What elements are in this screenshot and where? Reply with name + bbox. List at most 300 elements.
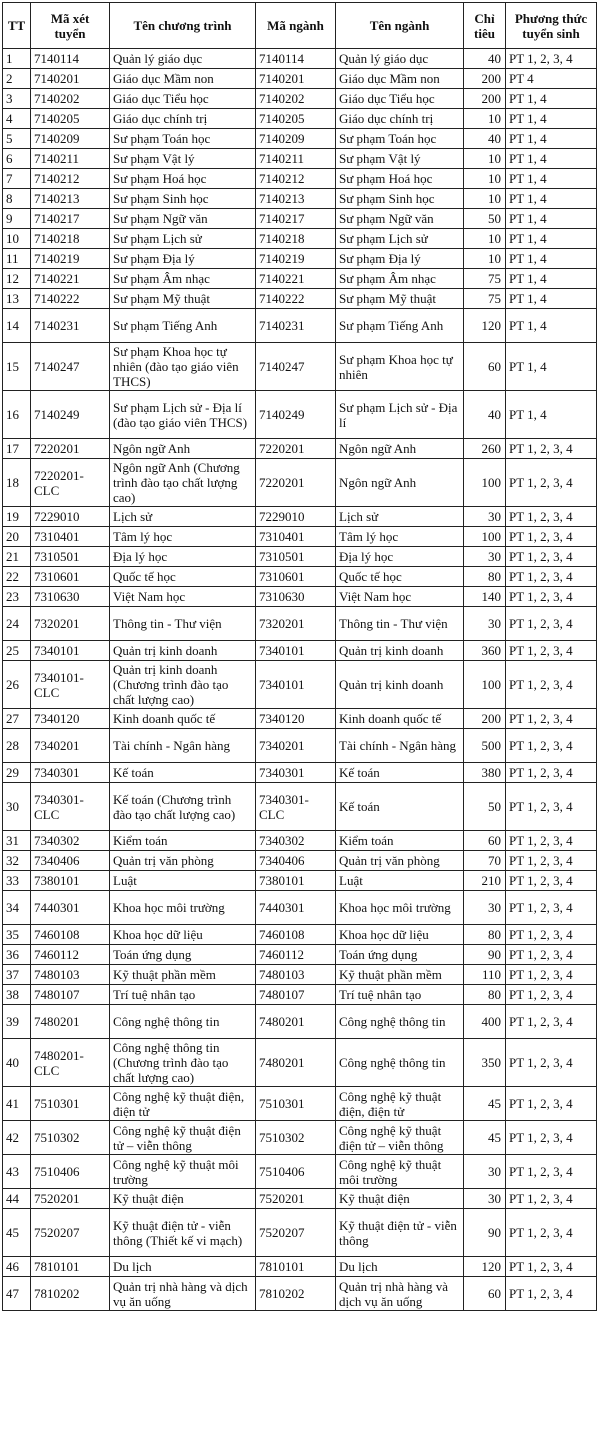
cell-ma-xet-tuyen: 7340101-CLC bbox=[31, 661, 110, 709]
cell-ten-chuong-trinh: Sư phạm Sinh học bbox=[110, 189, 256, 209]
cell-phuong-thuc: PT 1, 2, 3, 4 bbox=[506, 1039, 597, 1087]
cell-phuong-thuc: PT 1, 2, 3, 4 bbox=[506, 945, 597, 965]
cell-ten-chuong-trinh: Địa lý học bbox=[110, 547, 256, 567]
cell-ma-xet-tuyen: 7480201-CLC bbox=[31, 1039, 110, 1087]
cell-ten-chuong-trinh: Sư phạm Khoa học tự nhiên (đào tạo giáo viên THCS) bbox=[110, 343, 256, 391]
cell-ma-xet-tuyen: 7810202 bbox=[31, 1277, 110, 1311]
table-row bbox=[3, 69, 597, 89]
cell-tt: 15 bbox=[3, 343, 31, 391]
cell-tt: 7 bbox=[3, 169, 31, 189]
table-row bbox=[3, 149, 597, 169]
cell-ma-xet-tuyen: 7310630 bbox=[31, 587, 110, 607]
cell-chi-tieu: 500 bbox=[464, 729, 506, 763]
cell-ma-nganh: 7510302 bbox=[256, 1121, 336, 1155]
cell-phuong-thuc: PT 1, 2, 3, 4 bbox=[506, 709, 597, 729]
cell-tt: 35 bbox=[3, 925, 31, 945]
cell-ten-nganh: Địa lý học bbox=[336, 547, 464, 567]
cell-ten-chuong-trinh: Du lịch bbox=[110, 1257, 256, 1277]
table-row bbox=[3, 871, 597, 891]
cell-chi-tieu: 75 bbox=[464, 289, 506, 309]
table-row bbox=[3, 169, 597, 189]
cell-chi-tieu: 10 bbox=[464, 149, 506, 169]
cell-ma-nganh: 7229010 bbox=[256, 507, 336, 527]
cell-ma-xet-tuyen: 7220201 bbox=[31, 439, 110, 459]
cell-ma-nganh: 7340301-CLC bbox=[256, 783, 336, 831]
cell-phuong-thuc: PT 1, 2, 3, 4 bbox=[506, 891, 597, 925]
table-row bbox=[3, 1121, 597, 1155]
table-row bbox=[3, 391, 597, 439]
cell-tt: 43 bbox=[3, 1155, 31, 1189]
cell-tt: 27 bbox=[3, 709, 31, 729]
cell-ten-nganh: Quản trị nhà hàng và dịch vụ ăn uống bbox=[336, 1277, 464, 1311]
cell-chi-tieu: 80 bbox=[464, 985, 506, 1005]
cell-ma-nganh: 7320201 bbox=[256, 607, 336, 641]
table-row bbox=[3, 587, 597, 607]
cell-ma-nganh: 7140219 bbox=[256, 249, 336, 269]
cell-ma-xet-tuyen: 7810101 bbox=[31, 1257, 110, 1277]
table-row bbox=[3, 661, 597, 709]
cell-chi-tieu: 30 bbox=[464, 507, 506, 527]
cell-ma-xet-tuyen: 7310601 bbox=[31, 567, 110, 587]
cell-ma-xet-tuyen: 7510302 bbox=[31, 1121, 110, 1155]
cell-ma-xet-tuyen: 7229010 bbox=[31, 507, 110, 527]
cell-ma-xet-tuyen: 7510301 bbox=[31, 1087, 110, 1121]
cell-ma-nganh: 7810101 bbox=[256, 1257, 336, 1277]
cell-tt: 17 bbox=[3, 439, 31, 459]
cell-ten-nganh: Công nghệ kỹ thuật điện, điện tử bbox=[336, 1087, 464, 1121]
cell-tt: 8 bbox=[3, 189, 31, 209]
cell-chi-tieu: 120 bbox=[464, 1257, 506, 1277]
cell-ten-chuong-trinh: Kinh doanh quốc tế bbox=[110, 709, 256, 729]
cell-ten-chuong-trinh: Sư phạm Lịch sử - Địa lí (đào tạo giáo viên THCS) bbox=[110, 391, 256, 439]
cell-chi-tieu: 350 bbox=[464, 1039, 506, 1087]
cell-tt: 30 bbox=[3, 783, 31, 831]
table-row bbox=[3, 1039, 597, 1087]
table-row bbox=[3, 547, 597, 567]
cell-ten-nganh: Lịch sử bbox=[336, 507, 464, 527]
cell-ten-chuong-trinh: Thông tin - Thư viện bbox=[110, 607, 256, 641]
header-chi-tieu: Chỉ tiêu bbox=[464, 3, 506, 49]
cell-phuong-thuc: PT 1, 4 bbox=[506, 89, 597, 109]
cell-ten-chuong-trinh: Ngôn ngữ Anh bbox=[110, 439, 256, 459]
table-row bbox=[3, 507, 597, 527]
cell-tt: 37 bbox=[3, 965, 31, 985]
cell-chi-tieu: 10 bbox=[464, 229, 506, 249]
cell-phuong-thuc: PT 1, 2, 3, 4 bbox=[506, 587, 597, 607]
cell-tt: 40 bbox=[3, 1039, 31, 1087]
cell-chi-tieu: 30 bbox=[464, 547, 506, 567]
cell-ma-nganh: 7140247 bbox=[256, 343, 336, 391]
cell-chi-tieu: 30 bbox=[464, 891, 506, 925]
cell-tt: 47 bbox=[3, 1277, 31, 1311]
cell-ten-nganh: Công nghệ thông tin bbox=[336, 1005, 464, 1039]
cell-ma-xet-tuyen: 7140205 bbox=[31, 109, 110, 129]
cell-ten-nganh: Công nghệ kỹ thuật điện tử – viễn thông bbox=[336, 1121, 464, 1155]
cell-ma-nganh: 7340101 bbox=[256, 661, 336, 709]
cell-phuong-thuc: PT 1, 4 bbox=[506, 289, 597, 309]
admission-table bbox=[2, 2, 597, 1311]
table-row bbox=[3, 783, 597, 831]
cell-ten-chuong-trinh: Sư phạm Vật lý bbox=[110, 149, 256, 169]
cell-ten-chuong-trinh: Công nghệ thông tin bbox=[110, 1005, 256, 1039]
cell-chi-tieu: 10 bbox=[464, 109, 506, 129]
cell-ten-nganh: Kế toán bbox=[336, 763, 464, 783]
cell-ma-nganh: 7140249 bbox=[256, 391, 336, 439]
cell-phuong-thuc: PT 1, 2, 3, 4 bbox=[506, 831, 597, 851]
cell-ma-nganh: 7310401 bbox=[256, 527, 336, 547]
cell-ma-nganh: 7520201 bbox=[256, 1189, 336, 1209]
cell-ma-xet-tuyen: 7320201 bbox=[31, 607, 110, 641]
cell-ten-chuong-trinh: Ngôn ngữ Anh (Chương trình đào tạo chất lượng cao) bbox=[110, 459, 256, 507]
cell-tt: 39 bbox=[3, 1005, 31, 1039]
cell-ten-nganh: Việt Nam học bbox=[336, 587, 464, 607]
table-row bbox=[3, 1209, 597, 1257]
cell-ten-nganh: Giáo dục chính trị bbox=[336, 109, 464, 129]
cell-ma-nganh: 7510301 bbox=[256, 1087, 336, 1121]
cell-chi-tieu: 110 bbox=[464, 965, 506, 985]
cell-phuong-thuc: PT 1, 4 bbox=[506, 149, 597, 169]
cell-ten-chuong-trinh: Công nghệ thông tin (Chương trình đào tạo chất lượng cao) bbox=[110, 1039, 256, 1087]
cell-ma-nganh: 7510406 bbox=[256, 1155, 336, 1189]
cell-ma-nganh: 7440301 bbox=[256, 891, 336, 925]
cell-tt: 22 bbox=[3, 567, 31, 587]
cell-chi-tieu: 80 bbox=[464, 925, 506, 945]
cell-ten-chuong-trinh: Sư phạm Âm nhạc bbox=[110, 269, 256, 289]
cell-phuong-thuc: PT 1, 2, 3, 4 bbox=[506, 1257, 597, 1277]
table-body bbox=[3, 49, 597, 1311]
cell-chi-tieu: 50 bbox=[464, 783, 506, 831]
cell-ten-nganh: Quản lý giáo dục bbox=[336, 49, 464, 69]
cell-phuong-thuc: PT 1, 4 bbox=[506, 229, 597, 249]
cell-tt: 20 bbox=[3, 527, 31, 547]
cell-tt: 31 bbox=[3, 831, 31, 851]
cell-ma-nganh: 7220201 bbox=[256, 439, 336, 459]
cell-ten-chuong-trinh: Công nghệ kỹ thuật môi trường bbox=[110, 1155, 256, 1189]
cell-ma-nganh: 7810202 bbox=[256, 1277, 336, 1311]
header-ten-chuong-trinh: Tên chương trình bbox=[110, 3, 256, 49]
cell-ten-nganh: Sư phạm Lịch sử bbox=[336, 229, 464, 249]
cell-ma-xet-tuyen: 7140213 bbox=[31, 189, 110, 209]
cell-phuong-thuc: PT 1, 2, 3, 4 bbox=[506, 783, 597, 831]
cell-ma-xet-tuyen: 7140218 bbox=[31, 229, 110, 249]
cell-chi-tieu: 400 bbox=[464, 1005, 506, 1039]
cell-ten-nganh: Quản trị văn phòng bbox=[336, 851, 464, 871]
cell-ten-chuong-trinh: Toán ứng dụng bbox=[110, 945, 256, 965]
cell-phuong-thuc: PT 1, 2, 3, 4 bbox=[506, 1277, 597, 1311]
cell-tt: 10 bbox=[3, 229, 31, 249]
cell-ten-nganh: Kỹ thuật điện bbox=[336, 1189, 464, 1209]
cell-phuong-thuc: PT 1, 2, 3, 4 bbox=[506, 641, 597, 661]
table-row bbox=[3, 249, 597, 269]
cell-tt: 3 bbox=[3, 89, 31, 109]
cell-ma-xet-tuyen: 7480107 bbox=[31, 985, 110, 1005]
cell-phuong-thuc: PT 1, 2, 3, 4 bbox=[506, 49, 597, 69]
cell-ten-nganh: Tài chính - Ngân hàng bbox=[336, 729, 464, 763]
cell-tt: 6 bbox=[3, 149, 31, 169]
cell-ma-xet-tuyen: 7140219 bbox=[31, 249, 110, 269]
table-row bbox=[3, 641, 597, 661]
cell-ten-chuong-trinh: Luật bbox=[110, 871, 256, 891]
cell-ten-nganh: Khoa học môi trường bbox=[336, 891, 464, 925]
cell-phuong-thuc: PT 1, 4 bbox=[506, 309, 597, 343]
cell-ma-xet-tuyen: 7520207 bbox=[31, 1209, 110, 1257]
cell-ten-nganh: Tâm lý học bbox=[336, 527, 464, 547]
table-row bbox=[3, 129, 597, 149]
cell-ma-nganh: 7140114 bbox=[256, 49, 336, 69]
table-row bbox=[3, 289, 597, 309]
cell-phuong-thuc: PT 1, 2, 3, 4 bbox=[506, 567, 597, 587]
table-row bbox=[3, 965, 597, 985]
cell-tt: 13 bbox=[3, 289, 31, 309]
table-row bbox=[3, 945, 597, 965]
cell-phuong-thuc: PT 1, 4 bbox=[506, 189, 597, 209]
cell-chi-tieu: 45 bbox=[464, 1121, 506, 1155]
cell-ten-chuong-trinh: Kiểm toán bbox=[110, 831, 256, 851]
cell-ma-xet-tuyen: 7480103 bbox=[31, 965, 110, 985]
cell-ten-nganh: Quốc tế học bbox=[336, 567, 464, 587]
cell-tt: 9 bbox=[3, 209, 31, 229]
cell-ten-chuong-trinh: Sư phạm Tiếng Anh bbox=[110, 309, 256, 343]
cell-tt: 41 bbox=[3, 1087, 31, 1121]
table-row bbox=[3, 459, 597, 507]
header-row bbox=[3, 3, 597, 49]
cell-ten-nganh: Kiểm toán bbox=[336, 831, 464, 851]
cell-ten-chuong-trinh: Quản lý giáo dục bbox=[110, 49, 256, 69]
cell-ma-nganh: 7140205 bbox=[256, 109, 336, 129]
cell-tt: 5 bbox=[3, 129, 31, 149]
cell-ma-nganh: 7140201 bbox=[256, 69, 336, 89]
cell-chi-tieu: 40 bbox=[464, 391, 506, 439]
cell-tt: 23 bbox=[3, 587, 31, 607]
cell-ten-chuong-trinh: Quản trị kinh doanh bbox=[110, 641, 256, 661]
cell-ma-xet-tuyen: 7340101 bbox=[31, 641, 110, 661]
cell-ma-nganh: 7140202 bbox=[256, 89, 336, 109]
cell-tt: 19 bbox=[3, 507, 31, 527]
cell-ten-nganh: Kỹ thuật phần mềm bbox=[336, 965, 464, 985]
cell-phuong-thuc: PT 1, 2, 3, 4 bbox=[506, 1121, 597, 1155]
cell-ma-nganh: 7480201 bbox=[256, 1039, 336, 1087]
cell-ten-chuong-trinh: Kỹ thuật điện tử - viễn thông (Thiết kế vi mạch) bbox=[110, 1209, 256, 1257]
table-row bbox=[3, 891, 597, 925]
cell-ma-nganh: 7340120 bbox=[256, 709, 336, 729]
cell-tt: 11 bbox=[3, 249, 31, 269]
cell-ma-nganh: 7340406 bbox=[256, 851, 336, 871]
cell-ten-chuong-trinh: Quản trị nhà hàng và dịch vụ ăn uống bbox=[110, 1277, 256, 1311]
cell-phuong-thuc: PT 1, 2, 3, 4 bbox=[506, 985, 597, 1005]
cell-ten-nganh: Quản trị kinh doanh bbox=[336, 641, 464, 661]
cell-ten-chuong-trinh: Quản trị kinh doanh (Chương trình đào tạo chất lượng cao) bbox=[110, 661, 256, 709]
cell-ten-chuong-trinh: Kế toán (Chương trình đào tạo chất lượng cao) bbox=[110, 783, 256, 831]
table-row bbox=[3, 851, 597, 871]
cell-chi-tieu: 260 bbox=[464, 439, 506, 459]
cell-tt: 26 bbox=[3, 661, 31, 709]
cell-ma-xet-tuyen: 7140211 bbox=[31, 149, 110, 169]
cell-phuong-thuc: PT 1, 2, 3, 4 bbox=[506, 661, 597, 709]
cell-ten-nganh: Sư phạm Địa lý bbox=[336, 249, 464, 269]
table-row bbox=[3, 309, 597, 343]
cell-ten-nganh: Sư phạm Lịch sử - Địa lí bbox=[336, 391, 464, 439]
cell-ten-nganh: Sư phạm Tiếng Anh bbox=[336, 309, 464, 343]
cell-tt: 14 bbox=[3, 309, 31, 343]
table-row bbox=[3, 1257, 597, 1277]
cell-chi-tieu: 100 bbox=[464, 661, 506, 709]
cell-tt: 21 bbox=[3, 547, 31, 567]
cell-ma-nganh: 7140217 bbox=[256, 209, 336, 229]
cell-tt: 42 bbox=[3, 1121, 31, 1155]
table-row bbox=[3, 1087, 597, 1121]
table-row bbox=[3, 567, 597, 587]
table-row bbox=[3, 763, 597, 783]
cell-chi-tieu: 210 bbox=[464, 871, 506, 891]
cell-chi-tieu: 100 bbox=[464, 527, 506, 547]
cell-ma-xet-tuyen: 7340301 bbox=[31, 763, 110, 783]
cell-chi-tieu: 60 bbox=[464, 831, 506, 851]
cell-ten-chuong-trinh: Kế toán bbox=[110, 763, 256, 783]
cell-ma-nganh: 7480103 bbox=[256, 965, 336, 985]
cell-ma-xet-tuyen: 7140202 bbox=[31, 89, 110, 109]
cell-chi-tieu: 120 bbox=[464, 309, 506, 343]
cell-ma-xet-tuyen: 7340301-CLC bbox=[31, 783, 110, 831]
cell-ten-chuong-trinh: Sư phạm Hoá học bbox=[110, 169, 256, 189]
cell-tt: 46 bbox=[3, 1257, 31, 1277]
cell-ma-xet-tuyen: 7340406 bbox=[31, 851, 110, 871]
header-phuong-thuc: Phương thức tuyển sinh bbox=[506, 3, 597, 49]
cell-phuong-thuc: PT 1, 4 bbox=[506, 269, 597, 289]
cell-ma-xet-tuyen: 7510406 bbox=[31, 1155, 110, 1189]
cell-ten-chuong-trinh: Quản trị văn phòng bbox=[110, 851, 256, 871]
cell-chi-tieu: 30 bbox=[464, 1189, 506, 1209]
cell-ma-xet-tuyen: 7140217 bbox=[31, 209, 110, 229]
cell-chi-tieu: 50 bbox=[464, 209, 506, 229]
table-row bbox=[3, 1189, 597, 1209]
cell-tt: 38 bbox=[3, 985, 31, 1005]
cell-ten-nganh: Sư phạm Vật lý bbox=[336, 149, 464, 169]
table-row bbox=[3, 709, 597, 729]
cell-ten-chuong-trinh: Việt Nam học bbox=[110, 587, 256, 607]
cell-ma-xet-tuyen: 7140221 bbox=[31, 269, 110, 289]
cell-ten-nganh: Sư phạm Khoa học tự nhiên bbox=[336, 343, 464, 391]
table-row bbox=[3, 89, 597, 109]
cell-ma-nganh: 7310601 bbox=[256, 567, 336, 587]
cell-ten-chuong-trinh: Sư phạm Lịch sử bbox=[110, 229, 256, 249]
table-row bbox=[3, 729, 597, 763]
cell-ma-xet-tuyen: 7140231 bbox=[31, 309, 110, 343]
header-ma-nganh: Mã ngành bbox=[256, 3, 336, 49]
cell-ma-nganh: 7340201 bbox=[256, 729, 336, 763]
table-row bbox=[3, 49, 597, 69]
cell-ma-xet-tuyen: 7310401 bbox=[31, 527, 110, 547]
cell-ma-nganh: 7460108 bbox=[256, 925, 336, 945]
cell-ten-chuong-trinh: Giáo dục Mầm non bbox=[110, 69, 256, 89]
cell-ma-xet-tuyen: 7140247 bbox=[31, 343, 110, 391]
cell-chi-tieu: 90 bbox=[464, 1209, 506, 1257]
table-row bbox=[3, 229, 597, 249]
cell-ma-xet-tuyen: 7520201 bbox=[31, 1189, 110, 1209]
cell-chi-tieu: 40 bbox=[464, 129, 506, 149]
cell-phuong-thuc: PT 1, 2, 3, 4 bbox=[506, 871, 597, 891]
cell-ten-nganh: Du lịch bbox=[336, 1257, 464, 1277]
cell-tt: 32 bbox=[3, 851, 31, 871]
cell-chi-tieu: 80 bbox=[464, 567, 506, 587]
cell-ten-nganh: Sư phạm Hoá học bbox=[336, 169, 464, 189]
cell-ma-nganh: 7140212 bbox=[256, 169, 336, 189]
cell-ma-nganh: 7140213 bbox=[256, 189, 336, 209]
cell-ma-nganh: 7140211 bbox=[256, 149, 336, 169]
cell-ten-chuong-trinh: Trí tuệ nhân tạo bbox=[110, 985, 256, 1005]
cell-ten-chuong-trinh: Sư phạm Toán học bbox=[110, 129, 256, 149]
cell-chi-tieu: 10 bbox=[464, 189, 506, 209]
cell-ma-nganh: 7340101 bbox=[256, 641, 336, 661]
cell-ten-chuong-trinh: Quốc tế học bbox=[110, 567, 256, 587]
cell-phuong-thuc: PT 1, 2, 3, 4 bbox=[506, 1087, 597, 1121]
cell-phuong-thuc: PT 1, 4 bbox=[506, 343, 597, 391]
admission-table-sheet bbox=[2, 2, 596, 1311]
cell-chi-tieu: 380 bbox=[464, 763, 506, 783]
header-ma-xet-tuyen: Mã xét tuyển bbox=[31, 3, 110, 49]
cell-tt: 16 bbox=[3, 391, 31, 439]
cell-ma-xet-tuyen: 7220201-CLC bbox=[31, 459, 110, 507]
cell-ten-nganh: Sư phạm Âm nhạc bbox=[336, 269, 464, 289]
cell-phuong-thuc: PT 1, 2, 3, 4 bbox=[506, 1155, 597, 1189]
cell-phuong-thuc: PT 1, 2, 3, 4 bbox=[506, 527, 597, 547]
cell-chi-tieu: 40 bbox=[464, 49, 506, 69]
cell-ma-xet-tuyen: 7140249 bbox=[31, 391, 110, 439]
cell-phuong-thuc: PT 1, 2, 3, 4 bbox=[506, 1189, 597, 1209]
cell-phuong-thuc: PT 1, 2, 3, 4 bbox=[506, 459, 597, 507]
cell-ma-xet-tuyen: 7460108 bbox=[31, 925, 110, 945]
cell-chi-tieu: 70 bbox=[464, 851, 506, 871]
table-row bbox=[3, 831, 597, 851]
cell-ten-chuong-trinh: Sư phạm Địa lý bbox=[110, 249, 256, 269]
cell-ten-nganh: Quản trị kinh doanh bbox=[336, 661, 464, 709]
cell-ma-nganh: 7140218 bbox=[256, 229, 336, 249]
cell-phuong-thuc: PT 1, 2, 3, 4 bbox=[506, 607, 597, 641]
cell-ma-xet-tuyen: 7140209 bbox=[31, 129, 110, 149]
cell-phuong-thuc: PT 1, 2, 3, 4 bbox=[506, 1209, 597, 1257]
table-row bbox=[3, 527, 597, 547]
cell-ten-nganh: Sư phạm Sinh học bbox=[336, 189, 464, 209]
cell-ma-xet-tuyen: 7140212 bbox=[31, 169, 110, 189]
cell-ma-nganh: 7520207 bbox=[256, 1209, 336, 1257]
cell-tt: 24 bbox=[3, 607, 31, 641]
cell-ma-xet-tuyen: 7340201 bbox=[31, 729, 110, 763]
cell-phuong-thuc: PT 1, 4 bbox=[506, 391, 597, 439]
cell-ten-nganh: Công nghệ kỹ thuật môi trường bbox=[336, 1155, 464, 1189]
header-ten-nganh: Tên ngành bbox=[336, 3, 464, 49]
cell-ten-chuong-trinh: Tâm lý học bbox=[110, 527, 256, 547]
cell-tt: 25 bbox=[3, 641, 31, 661]
cell-ma-xet-tuyen: 7460112 bbox=[31, 945, 110, 965]
cell-tt: 1 bbox=[3, 49, 31, 69]
cell-ten-nganh: Kế toán bbox=[336, 783, 464, 831]
cell-chi-tieu: 140 bbox=[464, 587, 506, 607]
cell-phuong-thuc: PT 1, 2, 3, 4 bbox=[506, 729, 597, 763]
cell-ten-chuong-trinh: Tài chính - Ngân hàng bbox=[110, 729, 256, 763]
cell-ten-chuong-trinh: Lịch sử bbox=[110, 507, 256, 527]
cell-ten-nganh: Giáo dục Mầm non bbox=[336, 69, 464, 89]
cell-ten-nganh: Trí tuệ nhân tạo bbox=[336, 985, 464, 1005]
cell-ten-chuong-trinh: Khoa học môi trường bbox=[110, 891, 256, 925]
cell-ten-nganh: Kỹ thuật điện tử - viễn thông bbox=[336, 1209, 464, 1257]
table-row bbox=[3, 189, 597, 209]
table-row bbox=[3, 1277, 597, 1311]
cell-ten-nganh: Sư phạm Toán học bbox=[336, 129, 464, 149]
cell-ma-nganh: 7460112 bbox=[256, 945, 336, 965]
table-row bbox=[3, 343, 597, 391]
cell-chi-tieu: 30 bbox=[464, 1155, 506, 1189]
cell-phuong-thuc: PT 1, 2, 3, 4 bbox=[506, 439, 597, 459]
cell-ten-chuong-trinh: Công nghệ kỹ thuật điện, điện tử bbox=[110, 1087, 256, 1121]
